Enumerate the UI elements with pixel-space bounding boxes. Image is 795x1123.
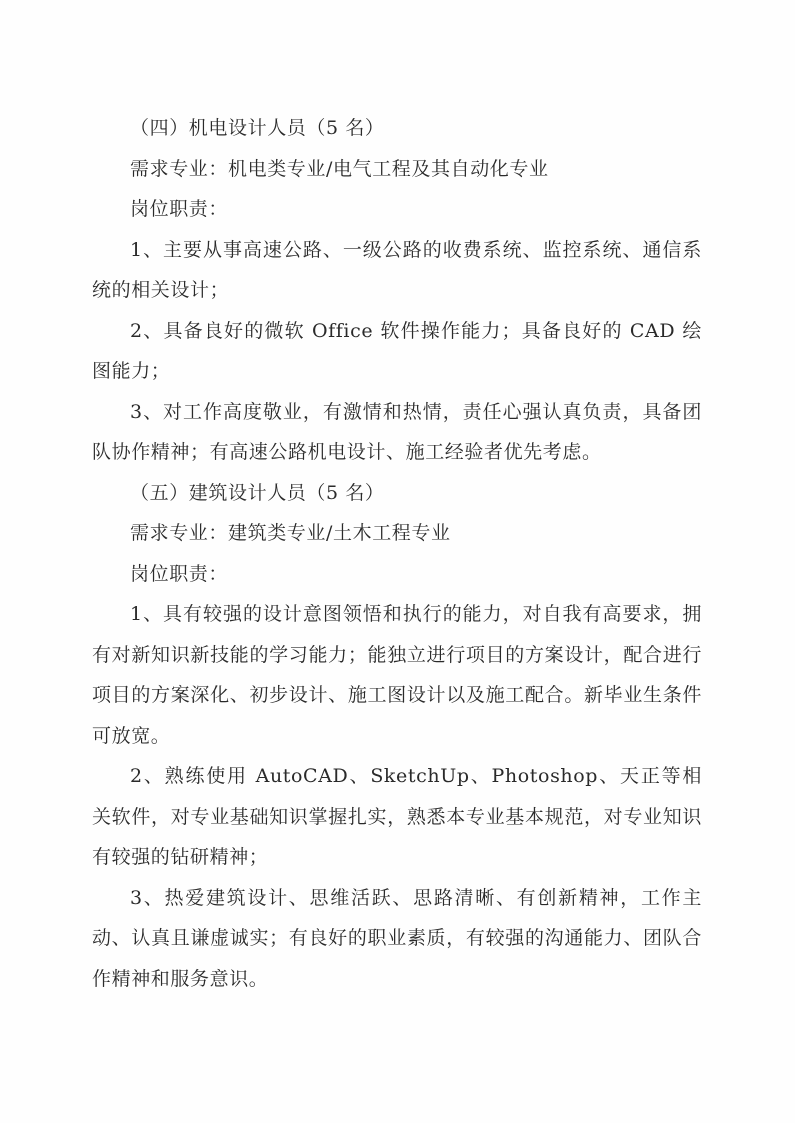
section-4-duty-3: 3、对工作高度敬业，有激情和热情，责任心强认真负责，具备团队协作精神；有高速公路机电设计、施工经验者优先考虑。 — [92, 400, 702, 463]
section-5-major: 需求专业：建筑类专业/土木工程专业 — [130, 522, 451, 544]
section-5-duties-label: 岗位职责： — [130, 562, 229, 585]
section-4-major: 需求专业：机电类专业/电气工程及其自动化专业 — [130, 157, 549, 180]
section-5-duty-3: 3、热爱建筑设计、思维活跃、思路清晰、有创新精神，工作主动、认真且谦虚诚实；有良好的职业素质，有较强的沟通能力、团队合作精神和服务意识。 — [92, 886, 702, 990]
section-4-duty-1: 1、主要从事高速公路、一级公路的收费系统、监控系统、通信系统的相关设计； — [92, 238, 702, 301]
section-5-title: （五）建筑设计人员（5 名） — [130, 481, 385, 504]
section-4-title: （四）机电设计人员（5 名） — [130, 117, 385, 139]
section-5-duty-1: 1、具有较强的设计意图领悟和执行的能力，对自我有高要求，拥有对新知识新技能的学习能力；能独立进行项目的方案设计，配合进行项目的方案深化、初步设计、施工图设计以及施工配合。新毕业生条件可放宽。 — [92, 603, 702, 747]
section-5-duty-2: 2、熟练使用 AutoCAD、SketchUp、Photoshop、天正等相关软件，对专业基础知识掌握扎实，熟悉本专业基本规范，对专业知识有较强的钻研精神； — [92, 765, 702, 868]
section-4-duties-label: 岗位职责： — [130, 198, 229, 220]
section-4-duty-2: 2、具备良好的微软 Office 软件操作能力；具备良好的 CAD 绘图能力； — [92, 319, 702, 382]
document-body — [92, 108, 702, 999]
